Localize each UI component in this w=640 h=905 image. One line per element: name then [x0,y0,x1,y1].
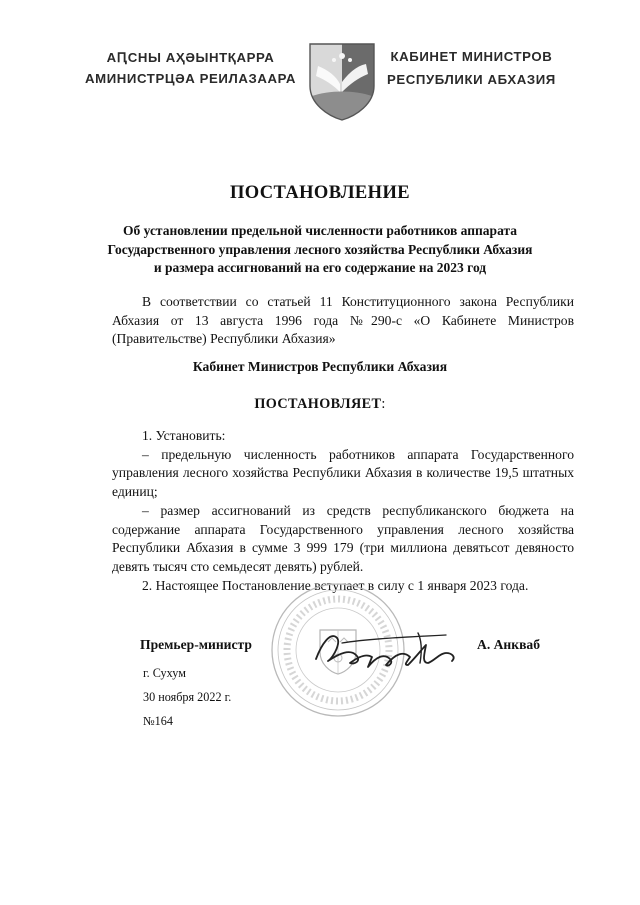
resolves-colon: : [381,396,386,412]
issue-city: г. Сухум [143,666,186,680]
signatory-role: Премьер-министр [140,637,252,652]
resolves-word: ПОСТАНОВЛЯЕТ [254,396,382,412]
handwritten-signature-icon [306,623,466,673]
document-number: №164 [143,714,173,728]
subject-line2: Государственного управления лесного хозяйства Республики Абхазия [107,241,533,257]
resolution-items [112,427,574,595]
header-left-line2: АМИНИСТРЦӘА РЕИЛАЗААРА [85,71,296,86]
header-left [85,47,296,89]
item1-a: – предельную численность работников аппарата Государственного управления лесного хозяйства Республики Абхазия в количестве 19,5 штатных единиц; [112,446,574,500]
document-subject [80,222,560,278]
header-right-line1: КАБИНЕТ МИНИСТРОВ [390,49,553,64]
preamble-paragraph: В соответствии со статьей 11 Конституционного закона Республики Абхазия от 13 августа 1996 года №290-с «О Кабинете Министров (Правительстве) Республики Абхазия» [112,294,574,347]
item1-b: – размер ассигнований из средств республиканского бюджета на содержание аппарата Государственного управления лесного хозяйства Республики Абхазия в сумме 3 999 179 (три миллиона девятьсот девяносто девять тысяч сто семьдесят девять) рублей. [112,502,574,574]
item2: 2. Настоящее Постановление вступает в силу с 1 января 2023 года. [142,577,529,593]
header-left-line1: АԤСНЫ АҲӘЫНТҚАРРА [106,50,275,65]
subject-line1: Об установлении предельной численности работников аппарата [122,223,518,238]
header-right-line2: РЕСПУБЛИКИ АБХАЗИЯ [387,72,556,87]
header-right [387,45,556,91]
item1-heading: 1. Установить: [142,428,226,443]
state-emblem-icon [306,40,378,122]
signatory-name: А. Анкваб [477,637,541,652]
issuer-line: Кабинет Министров Республики Абхазия [192,359,448,374]
resolves-heading [0,396,640,413]
subject-line3: и размера ассигнований на его содержание на 2023 год [153,260,487,276]
issue-date: 30 ноября 2022 г. [143,690,232,704]
document-type-title: ПОСТАНОВЛЕНИЕ [229,183,410,203]
